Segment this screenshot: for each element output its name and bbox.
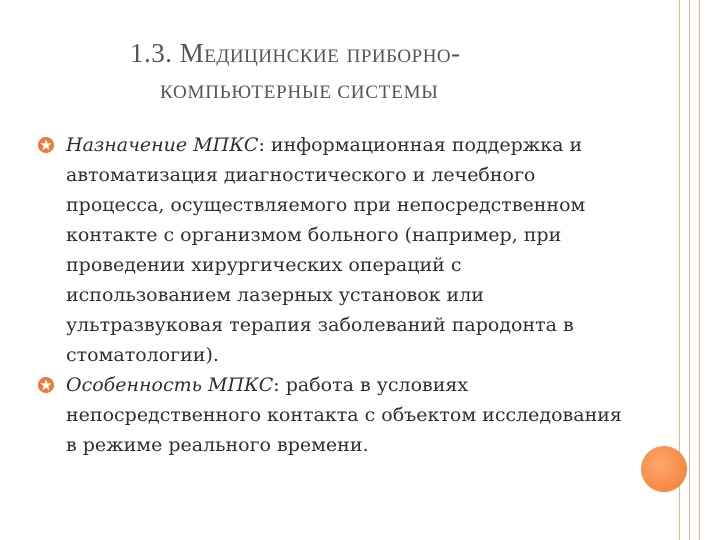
slide-title-line-1: 1.3. Медицинские приборно- [130, 38, 461, 68]
bullet-term: Назначение МПКС [66, 134, 259, 156]
frame-line-right [699, 0, 700, 540]
bullet-text: работа в условиях непосредственного контакта с объектом исследования в режиме реального времени. [66, 374, 622, 456]
slide-title-line-2: КОМПЬЮТЕРНЫЕ СИСТЕМЫ [160, 82, 439, 103]
bullet-item-feature [28, 370, 628, 460]
bullet-separator: : [273, 374, 280, 396]
bullet-text: информационная поддержка и автоматизация диагностического и лечебного процесса, осуществляемого при непосредственном контакте с организмом больного (например, при проведении хирургических операций с использованием лазерных установок или ультразвуковая терапия заболеваний пародонта в стоматологии). [66, 134, 586, 366]
star-bullet-icon [38, 137, 54, 153]
bullet-separator: : [258, 134, 265, 156]
frame-line-mid [689, 0, 690, 540]
bullet-item-purpose [28, 130, 628, 370]
star-bullet-icon [38, 377, 54, 393]
decorative-orb [641, 446, 687, 492]
bullet-term: Особенность МПКС [66, 374, 274, 396]
slide-content [28, 130, 628, 460]
